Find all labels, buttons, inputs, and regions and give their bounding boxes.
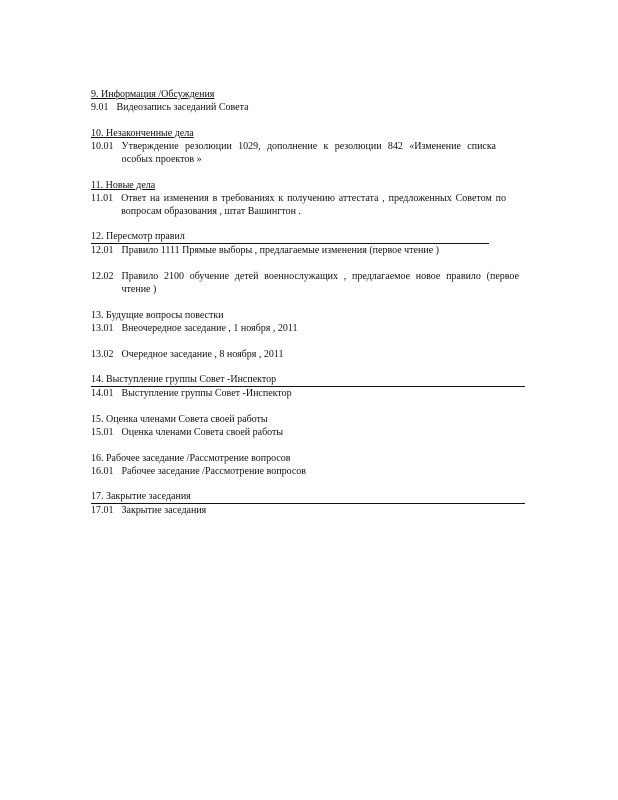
item-text: Закрытие заседания xyxy=(121,505,207,516)
item-number: 13.01 xyxy=(91,323,114,334)
item-number: 9.01 xyxy=(91,102,109,113)
section-16 xyxy=(91,452,531,478)
item-text: Утверждение резолюции 1029, дополнение к резолюции 842 «Изменение списка особых проектов » xyxy=(121,141,496,165)
agenda-item xyxy=(91,244,531,257)
item-text: Рабочее заседание /Рассмотрение вопросов xyxy=(121,466,306,477)
agenda-item xyxy=(91,270,519,296)
item-text: Оценка членами Совета своей работы xyxy=(121,427,284,438)
section-13 xyxy=(91,309,531,361)
section-10 xyxy=(91,127,531,166)
item-number: 10.01 xyxy=(91,141,114,152)
section-title: 16. Рабочее заседание /Рассмотрение вопросов xyxy=(91,453,291,464)
section-title: 11. Новые дела xyxy=(91,180,156,191)
item-text: Выступление группы Совет -Инспектор xyxy=(121,388,292,399)
section-title: 15. Оценка членами Совета своей работы xyxy=(91,414,268,425)
item-text: Ответ на изменения в требованиях к получению аттестата , предложенных Советом по вопросам образования , штат Вашингтон . xyxy=(121,193,506,217)
section-14 xyxy=(91,374,531,400)
item-number: 14.01 xyxy=(91,388,114,399)
item-text: Очередное заседание , 8 ноября , 2011 xyxy=(121,349,284,360)
section-17 xyxy=(91,491,531,517)
agenda-item xyxy=(91,426,531,439)
agenda-item xyxy=(91,504,531,517)
item-number: 16.01 xyxy=(91,466,114,477)
section-title: 14. Выступление группы Совет -Инспектор xyxy=(91,374,525,387)
section-15 xyxy=(91,413,531,439)
agenda-item xyxy=(91,465,531,478)
section-title: 12. Пересмотр правил xyxy=(91,231,489,244)
section-title: 13. Будущие вопросы повестки xyxy=(91,310,224,321)
item-number: 13.02 xyxy=(91,349,114,360)
item-number: 12.02 xyxy=(91,271,114,282)
agenda-item xyxy=(91,348,531,361)
section-title: 9. Информация /Обсуждения xyxy=(91,89,215,100)
item-number: 11.01 xyxy=(91,193,114,204)
item-number: 12.01 xyxy=(91,245,114,256)
agenda-item xyxy=(91,101,531,114)
item-text: Видеозапись заседаний Совета xyxy=(116,102,249,113)
section-title: 10. Незаконченные дела xyxy=(91,128,194,139)
item-number: 17.01 xyxy=(91,505,114,516)
item-text: Внеочередное заседание , 1 ноября , 2011 xyxy=(121,323,298,334)
section-12 xyxy=(91,231,531,296)
agenda-list xyxy=(91,88,531,530)
item-number: 15.01 xyxy=(91,427,114,438)
agenda-item xyxy=(91,322,531,335)
agenda-item xyxy=(91,387,531,400)
item-text: Правило 1111 Прямые выборы , предлагаемые изменения (первое чтение ) xyxy=(121,245,439,256)
item-text: Правило 2100 обучение детей военнослужащих , предлагаемое новое правило (первое чтение ) xyxy=(121,271,519,295)
agenda-item xyxy=(91,192,506,218)
section-9 xyxy=(91,88,531,114)
section-11 xyxy=(91,179,531,218)
agenda-item xyxy=(91,140,496,166)
section-title: 17. Закрытие заседания xyxy=(91,491,525,504)
